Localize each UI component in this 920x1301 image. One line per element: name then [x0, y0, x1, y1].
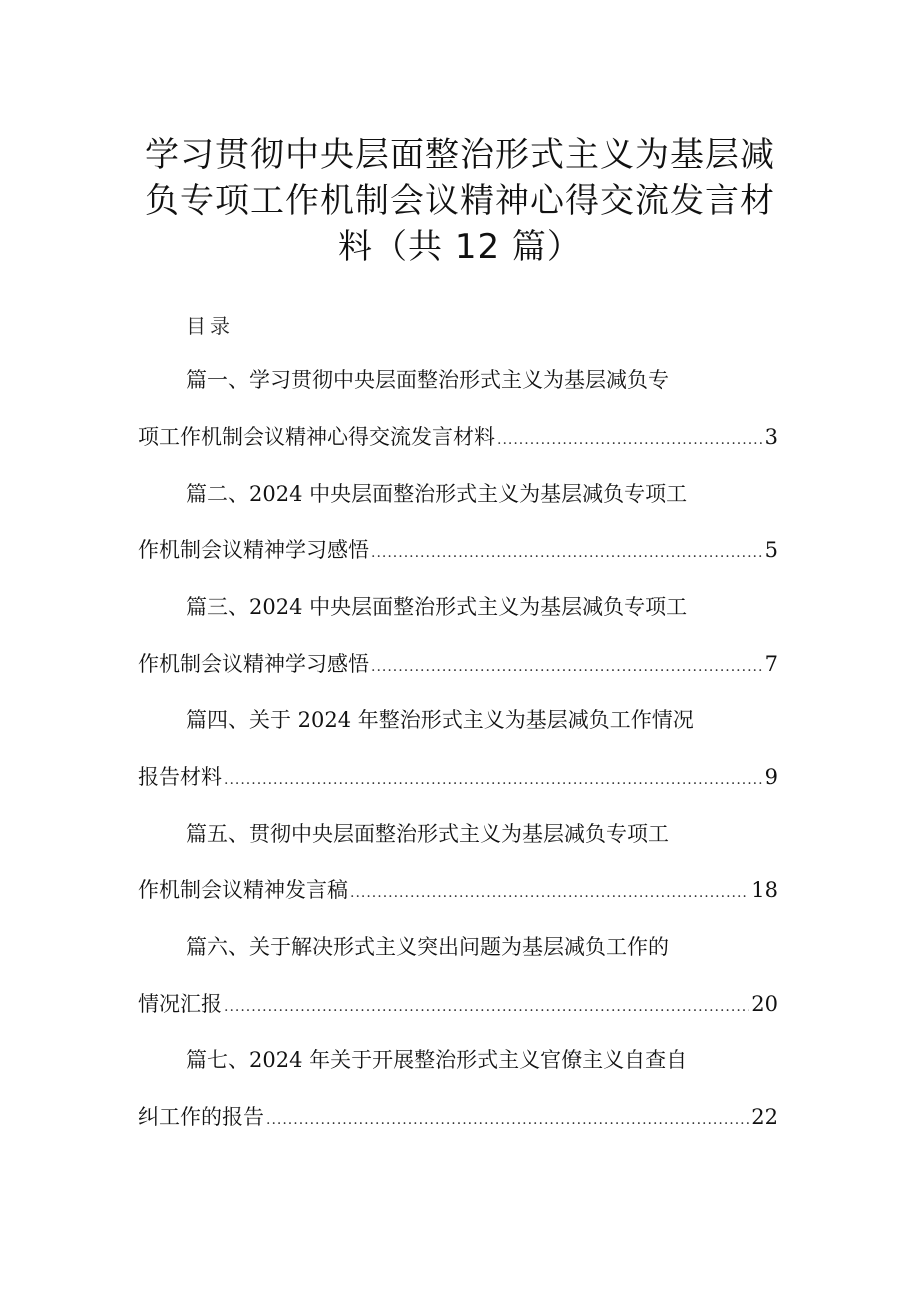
toc-leader-dots [371, 659, 763, 675]
toc-heading: 目录 [186, 314, 234, 338]
toc-entry-3-line1[interactable]: 篇三、2024 中央层面整治形式主义为基层减负专项工 [186, 595, 688, 619]
toc-entry-3-text: 作机制会议精神学习感悟 [138, 652, 369, 676]
toc-entry-2-text: 作机制会议精神学习感悟 [138, 538, 369, 562]
toc-entry-7-page: 22 [751, 1105, 778, 1129]
toc-entry-1-line1[interactable]: 篇一、学习贯彻中央层面整治形式主义为基层减负专 [186, 368, 669, 392]
toc-entry-4-text: 报告材料 [138, 765, 222, 789]
document-title [120, 132, 800, 270]
toc-entry-5-line2[interactable] [138, 874, 778, 904]
toc-entry-1-line2[interactable] [138, 421, 778, 451]
toc-leader-dots [224, 772, 763, 788]
toc-entry-7-text: 纠工作的报告 [138, 1105, 264, 1129]
toc-entry-6-line2[interactable] [138, 988, 778, 1018]
toc-leader-dots [497, 432, 763, 448]
toc-entry-6-line1[interactable]: 篇六、关于解决形式主义突出问题为基层减负工作的 [186, 935, 669, 959]
title-line-2: 负专项工作机制会议精神心得交流发言材 [145, 181, 775, 221]
toc-leader-dots [371, 545, 763, 561]
toc-entry-6-page: 20 [751, 992, 778, 1016]
toc-entry-7-line1[interactable]: 篇七、2024 年关于开展整治形式主义官僚主义自查自 [186, 1048, 688, 1072]
title-line-3: 料（共 12 篇） [338, 227, 582, 267]
toc-leader-dots [350, 885, 749, 901]
toc-leader-dots [266, 1112, 749, 1128]
toc-entry-2-page: 5 [764, 538, 778, 562]
toc-entry-5-text: 作机制会议精神发言稿 [138, 878, 348, 902]
toc-entry-2-line2[interactable] [138, 534, 778, 564]
toc-entry-7-line2[interactable] [138, 1101, 778, 1131]
toc-leader-dots [224, 999, 749, 1015]
toc-entry-3-line2[interactable] [138, 648, 778, 678]
toc-entry-5-page: 18 [751, 878, 778, 902]
toc-entry-3-page: 7 [764, 652, 778, 676]
toc-entry-5-line1[interactable]: 篇五、贯彻中央层面整治形式主义为基层减负专项工 [186, 822, 669, 846]
toc-entry-2-line1[interactable]: 篇二、2024 中央层面整治形式主义为基层减负专项工 [186, 482, 688, 506]
toc-entry-1-page: 3 [764, 425, 778, 449]
toc-entry-1-text: 项工作机制会议精神心得交流发言材料 [138, 425, 495, 449]
toc-entry-4-line1[interactable]: 篇四、关于 2024 年整治形式主义为基层减负工作情况 [186, 708, 694, 732]
toc-entry-6-text: 情况汇报 [138, 992, 222, 1016]
toc-entry-4-line2[interactable] [138, 761, 778, 791]
toc-entry-4-page: 9 [764, 765, 778, 789]
title-line-1: 学习贯彻中央层面整治形式主义为基层减 [145, 135, 775, 175]
